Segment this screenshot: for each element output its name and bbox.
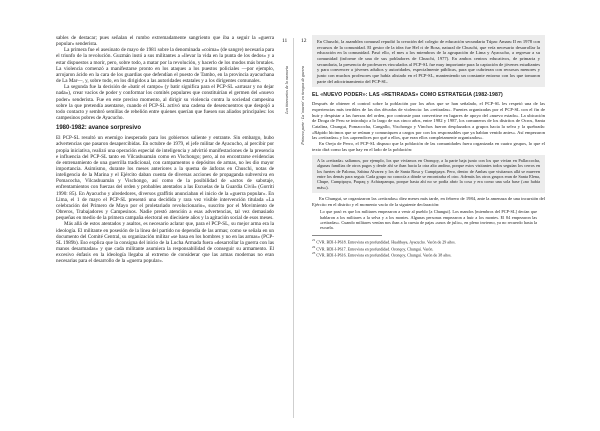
left-paragraph: La segunda fue la decisión de «batir el campo» (y batir significa para el PCP-SL «arrasar y no dejar nada»), crear vacíos de poder y conformar los comités populares que constituirían el germen del «nuevo poder» senderista. Fue en este preciso momento, al dirigir su violencia contra la sociedad campesina sobre la que pretendía asentarse, cuando el PCP-SL activó una cadena de desencuentros que despojó a todo contacto y sembró semillas de rebelión entre quienes querían que fuesen sus aliados principales: los campesinos pobres de Ayacucho. <box>56 84 274 122</box>
block-quote-text: A la «retirada» salíamos, por ejemplo, los que vivíamos en Oronqoy, a la parte baja junto con los que vivían en Pallaccocha, algunas familias de otros pagos y desde ahí se iban hacia la otra alto andino, porque estos visitantes todos seguían los cerros en los fuertes de Paloma, Sabina Alvarez y los de Santa Rosa y Cumpipaya. Pero, dentro de Ambas que visitamos allá se mueven entre los demás para seguir. Cada grupo no conocía a dónde se encontraba el otro. Además los otros grupos eran de Santa Elena, Chupe, Cumpipaya, Paqraq y Achirapampa, porque hasta ahí no se podía abrir la cosa y era como una sola base («no había más»). <box>317 158 540 190</box>
left-page <box>56 35 274 415</box>
footnote-text: CVR. BDI-I-P618. Entrevista en profundidad. Huañbaya, Ayacucho. Varón de 29 años. <box>316 239 456 245</box>
page-divider <box>293 38 294 418</box>
right-page <box>312 35 545 425</box>
right-paragraph: En Oreja de Perro, el PCP-SL dispuso que la población de las comunidades fuera organizada en cuatro grupos, lo que el texto dirá como las que hay en el lado de la población: <box>312 140 545 152</box>
footnote-text: CVR. BDI-I-P616. Entrevista en profundidad. Oronqoy, Chungui. Varón de 38 años. <box>316 252 452 258</box>
page-number-left: 11 <box>282 38 288 44</box>
footnote <box>312 251 545 257</box>
running-head-right: Primera parte · La 'muerte' en tiempos de guerra <box>300 66 305 145</box>
right-paragraph: En Chungui, se organizaron las «retiradas» diez meses más tarde, en febrero de 1984, ante la amenaza de una incursión del Ejército en el distrito y el momento vacío de la siguiente declaración: <box>312 195 545 207</box>
footnote-mark: 23 <box>312 251 316 256</box>
left-paragraph: El PCP-SL resultó un enemigo inesperado para los gobiernos saliente y entrante. Sin embargo, hubo advertencias que pasaron desapercibidas. En octubre de 1979, el jefe militar de Ayacucho, al percibir por propia iniciativa, realizó una operación especial de inteligencia y advirtió manifestaciones de la presencia e influencia del PCP-SL tanto en Vilcashuamán como en Vischongo; pero, al no encontrarse evidencias de entrenamiento de una guerrilla tradicional, con campamentos o depósitos de armas, no les dio mayor importancia. Asimismo, durante los meses anteriores a la quema de ánforas en Chuschi, notas de inteligencia de la Marina y el Ejército daban cuenta de diversas acciones de propaganda subversiva en Pomacocha, Vilcashuamán y Vischongo, así como de la posibilidad de «actos de sabotaje, enfrentamientos con fuerzas del orden y probables atentados a las Escuelas de la Guardia Civil» (Gorriti 1990: 85). En Ayacucho y alrededores, diversos graffitis anunciaban el inicio de la «guerra popular». En Lima, el 1 de mayo el PCP-SL presentó una decidida y rara vez visible intervención titulada «La celebración del Primero de Mayo por el proletariado revolucionario», suscrito por el Movimiento de Obreros, Trabajadores y Campesinos. Nadie prestó atención a esas advertencias, tal vez demasiado pequeñas en medio de la primera campaña electoral en diecisiete años y la agitación social de esos meses. <box>56 135 274 222</box>
left-paragraph: sables de destacar; pues señalan el rumbo extremadamente sangriento que iba a seguir la «guerra popular» senderista. <box>56 35 274 48</box>
indented-quote: Lo que pasó es que los militares empezaron a venir al pueblo [a Chungui]. Los mandos [miembros del PCP-SL] decían que hablaron a los militares a la selva y a los montes. Algunas personas empezaron a huir a los montes. El 84 empezaron las «retiradas». Cuando militares venían nos iban a la cuesta de pajas «unos de julio», en pleno invierno, ya no recuerdo hasta la escuela. <box>320 209 537 231</box>
left-gutter <box>282 38 292 208</box>
footnote-text: CVR. BDI-I-P617. Entrevista en profundidad. Oronqoy, Chungui. Varón. <box>316 246 434 252</box>
boxed-intro <box>312 35 545 87</box>
right-section-heading: EL «NUEVO PODER»: LAS «RETIRADAS» COMO ESTRATEGIA (1982-1987) <box>312 92 503 99</box>
page-number-right: 12 <box>301 38 307 44</box>
right-gutter <box>298 38 308 208</box>
left-paragraph: Más allá de estos atentados y asaltos, es necesario aclarar que, para el PCP-SL, su mejor arma era la ideología. El militante en posesión de la línea del partido no dependía de las armas; como se señala en un documento del Comité Central, su organización militar «se basa en los hombres y no en las armas» (PCP-SL 1989b). Eso explica que la consigna del inicio de la Lucha Armada fuera «desarrollar la guerra con las manos desarmadas» y que cada militante asumiera la responsabilidad de conseguir su armamento. El excesivo énfasis en la ideología llegaba al extremo de considerar que las armas modernas no eran necesarias para el desarrollo de la «guerra popular». <box>56 221 274 265</box>
boxed-intro-text: En Chuschi, la asamblea comunal repudió la creación del colegio de educación secundaria Túpac Amaru II en 1978 con recursos de la comunidad. El gestor de la idea fue Hel ri de Bosa, natural de Chuschi, que veía necesario desarrollar la educación en la comunidad. Pasó ello, el mes a los miembros de la agrupación de Lima y Ayacucho, a regresar a su comunidad (informe de una de sus pobladores de Chuschi, 1977). En ambos centros educativos, de primaria y secundaria, la presencia de profesores vinculados al PCP-SL fue muy importante para la captación de jóvenes estudiantes y para convencer a jóvenes adultos y autoridades, especialmente públicas, para que cubrieran con recursos menores y junto con muchos profesores que había alistado en el PCP-SL, manteniendo un constante entorno con los que tomaron parte del adoctrinamiento del PCP-SL. <box>317 39 540 84</box>
footnote-mark: 22 <box>312 244 316 249</box>
section-heading: 1980-1982: avance sorpresivo <box>56 125 142 132</box>
running-head-left: Los itinerarios de la memoria <box>284 66 289 114</box>
left-paragraph: La primera fue el asesinato de mayo de 1981 sobre la denominada «coima» (de sangre) necesaria para el triunfo de la revolución. Guzmán instó a sus militantes a «llevar la vida en la punta de los dedos» y a estar dispuestos a morir, pero, sobre todo, a matar por la revolución, y hacerlo de los modos más brutales. La violencia comenzó a manifestarse pronto en los ataques a los puestos policiales —por ejemplo, arrojaron ácido en la cara de los guardias que defendían el puesto de Tambo, en la provincia ayacuchana de La Mar—, y, sobre todo, en los dirigidos a las autoridades estatales y a los dirigentes comunales. <box>56 47 274 85</box>
right-paragraph: Después de obtener el control sobre la población por los años que se han señalado, el PCP-SL les respetó una de las experiencias más terribles de las dos décadas de violencia: las «retiradas». Fuentes organizadas por el PCP-SL con el fin de huir y despistar a las fuerzas del orden, por contraste para convertirse en lugares de apoyo del «nuevo estado». La ubicación de Droga de Peru se introdujo a lo largo de sus cinco años, entre 1982 y 1987, los comuneros de los distritos de Ocros, Santa Catalina, Chungui, Pomacocha, Cangallo, Vischongo y Vinchos fueron desplazados a grupos hacia la selva y la quebrada: «Rápido hicimos que se reúnan y comuniquen a cargos por con los responsables que ya habían venido antes». Así empezaron las «retiradas» y los «aprendices por qué a ellos, que eran ellos completamente organizados». <box>312 101 545 141</box>
block-quote <box>312 155 545 193</box>
footnote-mark: 21 <box>312 238 316 243</box>
